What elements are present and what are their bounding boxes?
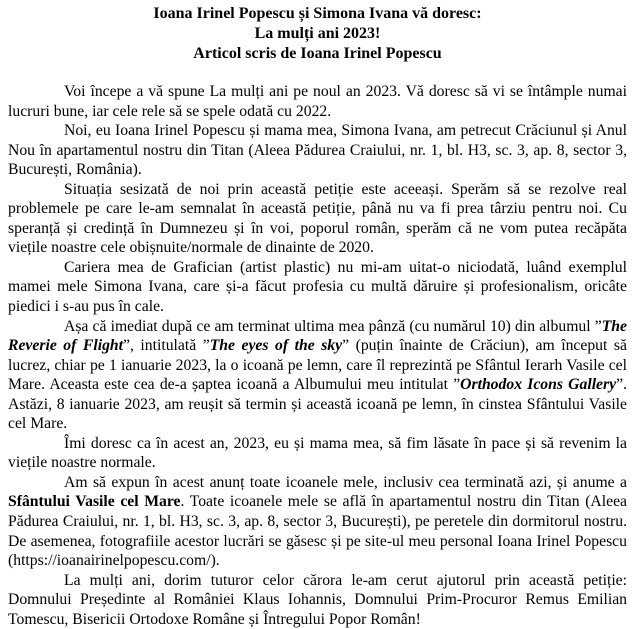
header-author: Articol scris de Ioana Irinel Popescu [193, 45, 442, 62]
text-segment: . Toate icoanele mele se află în apartamentul nostru din Titan (Aleea Pădurea Craiului, nr. 1, bl. H3, sc. 3, ap. 8, sector 3, București), pe peretele din dormitorul nostru. De asemenea, fotografiile acestor lucrări se găsesc și pe site-ul meu personal Ioana Irinel Popescu (https://ioanairinelpopescu.com/). [8, 493, 627, 570]
text-segment: ” (puțin înainte de Crăciun), am început să lucrez, chiar pe 1 ianuarie 2023, la o icoană pe lemn, care îl reprezintă pe Sfântul Ierarh Vasile cel Mare. Aceasta este cea de-a șaptea icoană a Albumului meu intitulat ” [8, 337, 627, 394]
document-header [8, 4, 627, 64]
paragraph-petition: Situația sesizată de noi prin această petiție este aceeași. Sperăm să se rezolve real problemele pe care le-am semnalat în această petiție, până nu va fi prea târziu pentru noi. Cu speranță și credință în Dumnezeu și în voi, poporul român, sperăm că ne vom putea recăpăta viețile noastre cele obișnuite/normale de dinainte de 2020. [8, 180, 627, 257]
text-segment: ”. Astăzi, 8 ianuarie 2023, am reușit să termin și această icoană pe lemn, în cinstea Sfântului Vasile cel Mare. [8, 376, 627, 433]
paragraph-icon-work [8, 317, 627, 434]
text-segment: ”, intitulată ” [123, 337, 210, 355]
album-title-reverie: The Reverie of Flight [8, 317, 627, 355]
paragraph-career: Cariera mea de Grafician (artist plastic) nu mi-am uitat-o niciodată, luând exemplul mamei mele Simona Ivana, care și-a făcut profesia cu multă dăruire și profesionalism, oricâte piedici i s-au pus în cale. [8, 258, 627, 316]
header-greeting: Ioana Irinel Popescu și Simona Ivana vă doresc: [153, 5, 482, 22]
paragraph-new-year: Voi începe a vă spune La mulți ani pe noul an 2023. Vă doresc să vi se întâmple numai lucruri bune, iar cele rele să se spele odată cu 2022. [8, 83, 627, 120]
text-segment: Așa că imediat după ce am terminat ultima mea pânză (cu numărul 10) din albumul ” [64, 317, 602, 335]
header-wish: La mulți ani 2023! [254, 25, 381, 42]
paragraph-exhibit [8, 473, 627, 571]
paragraph-wish: Îmi doresc ca în acest an, 2023, eu și mama mea, să fim lăsate în pace și să revenim la viețile noastre normale. [8, 434, 627, 472]
paragraph-holidays: Noi, eu Ioana Irinel Popescu și mama mea, Simona Ivana, am petrecut Crăciunul și Anul Nou în apartamentul nostru din Titan (Aleea Pădurea Craiului, nr. 1, bl. H3, sc. 3, ap. 8, sector 3, București, România). [8, 122, 627, 179]
painting-title: The eyes of the sky [209, 337, 343, 355]
album-title-icons: Orthodox Icons Gallery [460, 376, 617, 394]
article-body [8, 82, 627, 629]
text-segment: Am să expun în acest anunț toate icoanele mele, inclusiv cea terminată azi, și anume a [64, 473, 627, 491]
paragraph-closing: La mulți ani, dorim tuturor celor cărora le-am cerut ajutorul prin această petiție: Domnului Președinte al României Klaus Iohannis, Domnului Prim-Procuror Remus Emilian Tomescu, Bisericii Ortodoxe Române și Întregului Popor Român! [8, 571, 627, 628]
saint-name: Sfântului Vasile cel Mare [8, 493, 181, 511]
